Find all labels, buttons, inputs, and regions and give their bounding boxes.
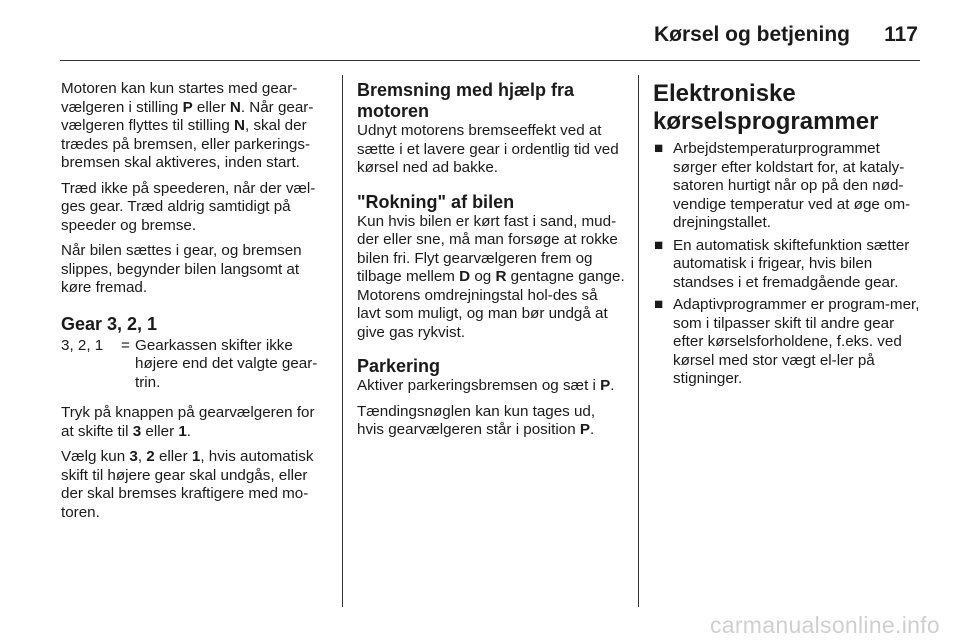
rocking-heading: "Rokning" af bilen	[357, 191, 515, 212]
engine-brake-heading: Bremsning med hjælp fra motoren	[357, 80, 575, 121]
list-item-text: Adaptivprogrammer er program-mer, som i tilpasser skift til andre gear efter kørselsforholdene, f.eks. ved kørsel med stor vægt el-ler på stigninger.	[673, 296, 920, 387]
gear-heading: Gear 3, 2, 1	[61, 313, 158, 334]
bold-run: P	[579, 421, 590, 438]
text-run: Tændingsnøglen kan kun tages ud, hvis gearvælgeren står i position	[357, 402, 596, 438]
column-1	[61, 80, 329, 529]
text-run: Vælg kun	[61, 448, 130, 465]
column-3	[653, 80, 923, 393]
bold-run: 1	[178, 422, 187, 440]
text-run: eller	[141, 422, 179, 440]
bold-run: 3	[129, 448, 138, 465]
section-title: Kørsel og betjening	[653, 23, 850, 46]
square-bullet-icon: ■	[654, 140, 664, 157]
program-list	[653, 140, 923, 389]
parking-heading: Parkering	[357, 356, 441, 376]
bold-run: P	[600, 377, 611, 394]
paragraph-rocking	[357, 213, 625, 343]
page-header	[0, 20, 960, 50]
paragraph-gear-selection	[61, 448, 329, 522]
bold-run: 3	[132, 422, 142, 440]
list-item-text: Arbejdstemperaturprogrammet sørger efter koldstart for, at kataly-satoren hurtigt når op på den nød-vendige temperatur ved at øge om-drejningstallet.	[673, 140, 911, 231]
column-divider-2	[638, 75, 639, 607]
text-run: .	[590, 421, 595, 438]
paragraph-parking-brake	[357, 377, 625, 396]
electronic-programs-heading: Elektroniske kørselsprogrammer	[653, 80, 879, 135]
list-item-text: En automatisk skiftefunktion sætter automatisk i frigear, hvis bilen standses i et fremadgående gear.	[673, 236, 910, 291]
bold-run: 2	[146, 448, 155, 465]
text-run: , skal der trædes på bremsen, eller parkerings-bremsen skal aktiveres, inden start.	[61, 117, 311, 171]
list-item	[653, 237, 923, 293]
gear-equals: =	[121, 336, 130, 354]
page-number: 117	[884, 23, 918, 46]
gear-description: Gearkassen skifter ikke højere end det valgte gear-trin.	[135, 336, 318, 391]
text-run: Motoren kan kun startes med gear-vælgeren i stilling	[61, 80, 298, 116]
text-run: Kun hvis bilen er kørt fast i sand, mud-der eller sne, må man forsøge at rokke bilen fri. Flyt gearvælgeren frem og tilbage mellem	[357, 212, 618, 285]
column-divider-1	[342, 75, 343, 607]
text-run: .	[186, 422, 192, 440]
bold-run: 1	[191, 448, 201, 465]
column-2	[357, 80, 625, 447]
bold-run: N	[229, 98, 241, 116]
text-run: ,	[137, 448, 147, 465]
gear-definition	[61, 337, 329, 393]
square-bullet-icon: ■	[654, 296, 664, 313]
square-bullet-icon: ■	[654, 236, 664, 254]
bold-run: D	[459, 268, 471, 285]
paragraph-shift-button	[61, 404, 329, 441]
paragraph-accelerator-warning: Træd ikke på speederen, når der væl-ges gear. Træd aldrig samtidigt på speeder og bremse.	[61, 179, 316, 234]
paragraph-creep: Når bilen sættes i gear, og bremsen slippes, begynder bilen langsomt at køre fremad.	[61, 242, 302, 296]
watermark: carmanualsonline.info	[709, 612, 940, 638]
header-divider	[60, 60, 920, 61]
text-run: Tryk på knappen på gearvælgeren for at skifte til	[61, 404, 315, 440]
text-run: , hvis automatisk skift til højere gear skal undgås, eller der skal bremses kraftigere med mo-toren.	[61, 448, 314, 521]
paragraph-start-conditions	[61, 80, 329, 173]
bold-run: R	[495, 268, 507, 285]
bold-run: P	[182, 98, 193, 116]
text-run: .	[610, 377, 615, 394]
paragraph-engine-brake: Udnyt motorens bremseeffekt ved at sætte i et lavere gear i ordentlig tid ved kørsel ned ad bakke.	[357, 122, 619, 176]
text-run: . Når gear-vælgeren flyttes til stilling	[61, 98, 314, 134]
bold-run: N	[234, 117, 246, 134]
text-run: Aktiver parkeringsbremsen og sæt i	[357, 377, 601, 394]
text-run: eller	[192, 98, 230, 116]
text-run: gentagne gange. Motorens omdrejningstal hol-des så lavt som muligt, og man bør undgå at give gas rykvist.	[357, 268, 625, 341]
gear-key: 3, 2, 1	[61, 336, 104, 354]
paragraph-ignition-key	[357, 403, 625, 440]
text-run: eller	[154, 448, 192, 465]
list-item	[653, 140, 923, 233]
list-item	[653, 296, 923, 389]
text-run: og	[470, 268, 496, 285]
